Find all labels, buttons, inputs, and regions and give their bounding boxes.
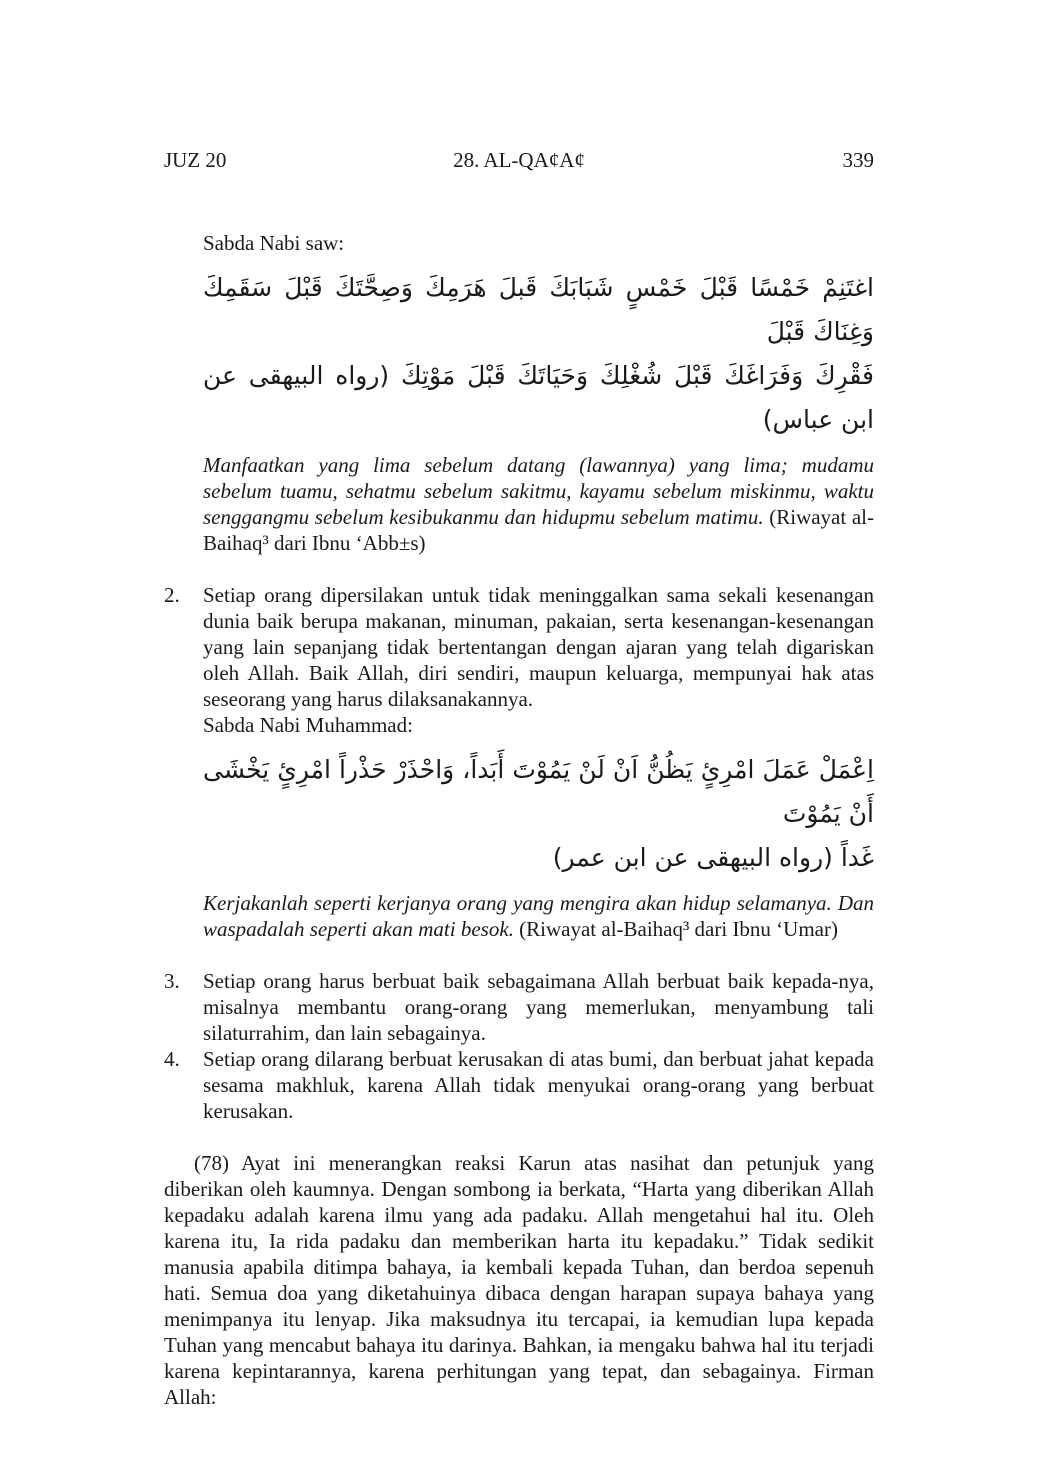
list-item-3: [164, 968, 874, 1046]
arabic-line: غَداً (رواه البيهقى عن ابن عمر): [552, 843, 874, 872]
list-item-4: [164, 1046, 874, 1124]
arabic-text: [203, 266, 874, 442]
list-item-text: Setiap orang harus berbuat baik sebagaimana Allah berbuat baik kepada-nya, misalnya membantu orang-orang yang memerlukan, menyambung tali silaturrahim, dan lain sebagainya.: [203, 969, 874, 1045]
list-number: 4.: [164, 1047, 180, 1071]
hadith-source: (Riwayat al-Baihaq³ dari Ibnu ‘Umar): [519, 917, 838, 941]
hadith-block-1: [203, 230, 874, 556]
list-item-text: Setiap orang dilarang berbuat kerusakan di atas bumi, dan berbuat jahat kepada sesama makhluk, karena Allah tidak menyukai orang-orang yang berbuat kerusakan.: [203, 1047, 874, 1123]
chapter-title: 28. AL-QA¢A¢: [453, 148, 585, 172]
hadith-translation: [203, 890, 874, 942]
hadith-intro: Sabda Nabi Muhammad:: [203, 713, 413, 737]
list-item-text: Setiap orang dipersilakan untuk tidak meninggalkan sama sekali kesenangan dunia baik berupa makanan, minuman, pakaian, serta kesenangan-kesenangan yang lain sepanjang tidak bertentangan dengan ajaran yang telah digariskan oleh Allah. Baik Allah, diri sendiri, maupun keluarga, mempunyai hak atas seseorang yang harus dilaksanakannya.: [203, 583, 874, 711]
juz-label: JUZ 20: [164, 148, 227, 172]
hadith-source: (Riwayat al-Baihaq³ dari Ibnu ‘Abb±s): [203, 505, 875, 555]
arabic-line: اغتَنِمْ خَمْسًا قَبْلَ خَمْسٍ شَبَابَكَ قَبلَ هَرَمِكَ وَصِحَّتَكَ قَبْلَ سَقَمِكَ وَغِنَاكَ قَبْلَ: [203, 273, 874, 346]
translation-text: Manfaatkan yang lima sebelum datang (lawannya) yang lima; mudamu sebelum tuamu, sehatmu sebelum sakitmu, kayamu sebelum miskinmu, waktu senggangmu sebelum kesibukanmu dan hidupmu sebelum matimu.: [203, 453, 874, 529]
arabic-line: اِعْمَلْ عَمَلَ امْرِئٍ يَظُنُّ اَنْ لَنْ يَمُوْتَ أَبَداً، وَاحْذَرْ حَذْراً امْرِئٍ يَخْشَى أَنْ يَمُوْتَ: [203, 755, 874, 828]
commentary-paragraph: (78) Ayat ini menerangkan reaksi Karun atas nasihat dan petunjuk yang diberikan oleh kaumnya. Dengan sombong ia berkata, “Harta yang diberikan Allah kepadaku adalah karena ilmu yang ada padaku. Allah mengetahui hal itu. Oleh karena itu, Ia rida padaku dan memberikan harta itu kepadaku.” Tidak sedikit manusia apabila ditimpa bahaya, ia kembali kepada Tuhan, dan berdoa sepenuh hati. Semua doa yang diketahuinya dibaca dengan harapan supaya bahaya yang menimpanya itu lenyap. Jika maksudnya itu tercapai, ia kemudian lupa kepada Tuhan yang mencabut bahaya itu darinya. Bahkan, ia mengaku bahwa hal itu terjadi karena kepintarannya, karena perhitungan yang tepat, dan sebagainya. Firman Allah:: [164, 1151, 874, 1409]
arabic-text: [203, 748, 874, 880]
translation-text: Kerjakanlah seperti kerjanya orang yang mengira akan hidup selamanya. Dan waspadalah seperti akan mati besok.: [203, 891, 874, 941]
page-header: [164, 148, 874, 178]
list-item-2: [164, 582, 874, 942]
page-number: 339: [842, 148, 874, 172]
hadith-intro: Sabda Nabi saw:: [203, 231, 345, 255]
page-content: [164, 230, 874, 1410]
hadith-translation: [203, 452, 874, 556]
list-number: 3.: [164, 969, 180, 993]
list-number: 2.: [164, 583, 180, 607]
arabic-line: فَقْرِكَ وَفَرَاغَكَ قَبْلَ شُغْلِكَ وَحَيَاتَكَ قَبْلَ مَوْتِكَ (رواه البيهقى عن ابن عباس): [203, 361, 874, 434]
